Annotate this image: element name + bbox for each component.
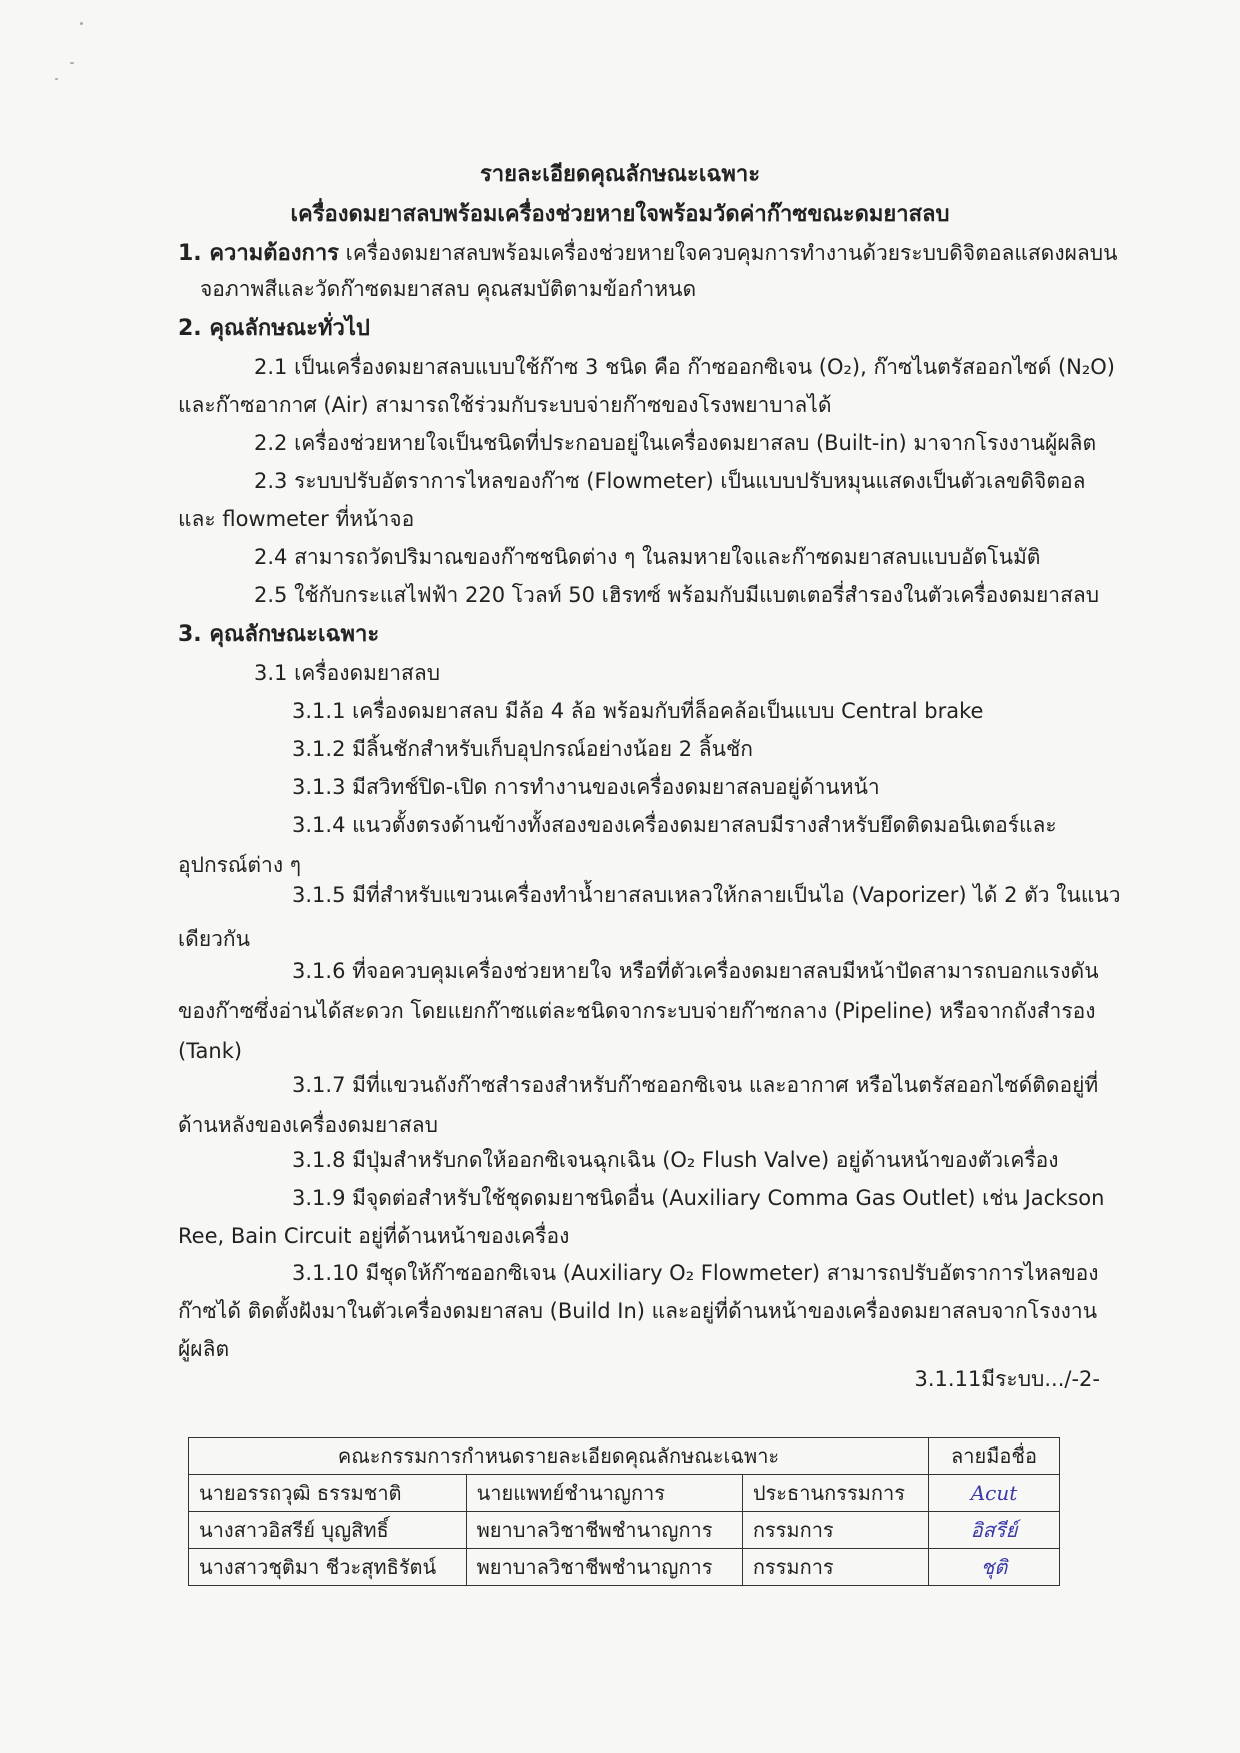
item-3-1-5: 3.1.5 มีที่สำหรับแขวนเครื่องทำน้ำยาสลบเหลวให้กลายเป็นไอ (Vaporizer) ได้ 2 ตัว ในแนว xyxy=(292,883,1121,907)
section-1-line xyxy=(178,238,1117,269)
item-3-1-10-cont2: ผู้ผลิต xyxy=(178,1337,230,1361)
next-page-marker: 3.1.11มีระบบ.../-2- xyxy=(914,1367,1100,1391)
doc-subtitle: เครื่องดมยาสลบพร้อมเครื่องช่วยหายใจพร้อมวัดค่าก๊าซขณะดมยาสลบ xyxy=(290,202,950,227)
table-row xyxy=(189,1475,1060,1512)
item-2-3: 2.3 ระบบปรับอัตราการไหลของก๊าซ (Flowmeter) เป็นแบบปรับหมุนแสดงเป็นตัวเลขดิจิตอล xyxy=(254,469,1086,493)
doc-title: รายละเอียดคุณลักษณะเฉพาะ xyxy=(479,162,761,187)
member-signature: Acut xyxy=(929,1475,1060,1512)
item-3-1-6-cont2: (Tank) xyxy=(178,1039,243,1063)
section-1-heading: 1. ความต้องการ xyxy=(178,241,339,266)
item-3-1-10-cont: ก๊าซได้ ติดตั้งฝังมาในตัวเครื่องดมยาสลบ (Build In) และอยู่ที่ด้านหน้าของเครื่องดมยาสลบจากโรงงาน xyxy=(178,1299,1098,1323)
item-3-1-10: 3.1.10 มีชุดให้ก๊าซออกซิเจน (Auxiliary O₂ Flowmeter) สามารถปรับอัตราการไหลของ xyxy=(292,1261,1099,1285)
item-3-1: 3.1 เครื่องดมยาสลบ xyxy=(254,661,441,685)
section-2-heading: 2. คุณลักษณะทั่วไป xyxy=(178,316,370,341)
item-2-5: 2.5 ใช้กับกระแสไฟฟ้า 220 โวลท์ 50 เฮิรทซ์ พร้อมกับมีแบตเตอรี่สำรองในตัวเครื่องดมยาสลบ xyxy=(254,583,1100,607)
member-position: พยาบาลวิชาชีพชำนาญการ xyxy=(466,1512,742,1549)
section-3-heading: 3. คุณลักษณะเฉพาะ xyxy=(178,622,380,647)
section-1-text-cont: จอภาพสีและวัดก๊าซดมยาสลบ คุณสมบัติตามข้อกำหนด xyxy=(200,277,697,301)
committee-header: คณะกรรมการกำหนดรายละเอียดคุณลักษณะเฉพาะ xyxy=(189,1438,929,1475)
scan-speck xyxy=(70,62,74,64)
item-2-2: 2.2 เครื่องช่วยหายใจเป็นชนิดที่ประกอบอยู่ในเครื่องดมยาสลบ (Built-in) มาจากโรงงานผู้ผลิต xyxy=(254,431,1097,455)
section-1-text: เครื่องดมยาสลบพร้อมเครื่องช่วยหายใจควบคุมการทำงานด้วยระบบดิจิตอลแสดงผลบน xyxy=(345,241,1118,265)
signature-header: ลายมือชื่อ xyxy=(929,1438,1060,1475)
item-3-1-9: 3.1.9 มีจุดต่อสำหรับใช้ชุดดมยาชนิดอื่น (Auxiliary Comma Gas Outlet) เช่น Jackson xyxy=(292,1186,1105,1210)
member-position: พยาบาลวิชาชีพชำนาญการ xyxy=(466,1549,742,1586)
item-3-1-6-cont: ของก๊าซซึ่งอ่านได้สะดวก โดยแยกก๊าซแต่ละชนิดจากระบบจ่ายก๊าซกลาง (Pipeline) หรือจากถังสำรอง xyxy=(178,999,1096,1023)
table-row xyxy=(189,1512,1060,1549)
member-position: นายแพทย์ชำนาญการ xyxy=(466,1475,742,1512)
item-2-1-cont: และก๊าซอากาศ (Air) สามารถใช้ร่วมกับระบบจ่ายก๊าซของโรงพยาบาลได้ xyxy=(178,393,832,417)
item-3-1-6: 3.1.6 ที่จอควบคุมเครื่องช่วยหายใจ หรือที่ตัวเครื่องดมยาสลบมีหน้าปัดสามารถบอกแรงดัน xyxy=(292,959,1099,983)
item-3-1-7-cont: ด้านหลังของเครื่องดมยาสลบ xyxy=(178,1113,438,1137)
item-2-3-cont: และ flowmeter ที่หน้าจอ xyxy=(178,507,415,531)
item-3-1-4: 3.1.4 แนวตั้งตรงด้านข้างทั้งสองของเครื่องดมยาสลบมีรางสำหรับยึดติดมอนิเตอร์และ xyxy=(292,813,1057,837)
member-name: นางสาวชุติมา ชีวะสุทธิรัตน์ xyxy=(189,1549,467,1586)
item-2-4: 2.4 สามารถวัดปริมาณของก๊าซชนิดต่าง ๆ ในลมหายใจและก๊าซดมยาสลบแบบอัตโนมัติ xyxy=(254,545,1041,569)
item-3-1-7: 3.1.7 มีที่แขวนถังก๊าซสำรองสำหรับก๊าซออกซิเจน และอากาศ หรือไนตรัสออกไซด์ติดอยู่ที่ xyxy=(292,1073,1099,1097)
scan-speck xyxy=(80,22,83,25)
committee-table xyxy=(188,1437,1060,1586)
member-role: ประธานกรรมการ xyxy=(742,1475,928,1512)
committee-header-row xyxy=(189,1438,1060,1475)
scan-speck xyxy=(55,78,58,80)
item-3-1-1: 3.1.1 เครื่องดมยาสลบ มีล้อ 4 ล้อ พร้อมกับที่ล็อคล้อเป็นแบบ Central brake xyxy=(292,699,984,723)
item-3-1-4-cont: อุปกรณ์ต่าง ๆ xyxy=(178,853,302,877)
table-row xyxy=(189,1549,1060,1586)
member-role: กรรมการ xyxy=(742,1512,928,1549)
item-2-1: 2.1 เป็นเครื่องดมยาสลบแบบใช้ก๊าซ 3 ชนิด คือ ก๊าซออกซิเจน (O₂), ก๊าซไนตรัสออกไซด์ (N₂O) xyxy=(254,355,1115,379)
item-3-1-9-cont: Ree, Bain Circuit อยู่ที่ด้านหน้าของเครื่อง xyxy=(178,1224,570,1248)
member-signature: อิสรีย์ xyxy=(929,1512,1060,1549)
item-3-1-2: 3.1.2 มีลิ้นชักสำหรับเก็บอุปกรณ์อย่างน้อย 2 ลิ้นชัก xyxy=(292,737,753,761)
item-3-1-5-cont: เดียวกัน xyxy=(178,927,250,951)
member-name: นายอรรถวุฒิ ธรรมชาติ xyxy=(189,1475,467,1512)
item-3-1-8: 3.1.8 มีปุ่มสำหรับกดให้ออกซิเจนฉุกเฉิน (O₂ Flush Valve) อยู่ด้านหน้าของตัวเครื่อง xyxy=(292,1148,1059,1172)
member-name: นางสาวอิสรีย์ บุญสิทธิ์ xyxy=(189,1512,467,1549)
item-3-1-3: 3.1.3 มีสวิทช์ปิด-เปิด การทำงานของเครื่องดมยาสลบอยู่ด้านหน้า xyxy=(292,775,880,799)
member-signature: ชุติ xyxy=(929,1549,1060,1586)
member-role: กรรมการ xyxy=(742,1549,928,1586)
